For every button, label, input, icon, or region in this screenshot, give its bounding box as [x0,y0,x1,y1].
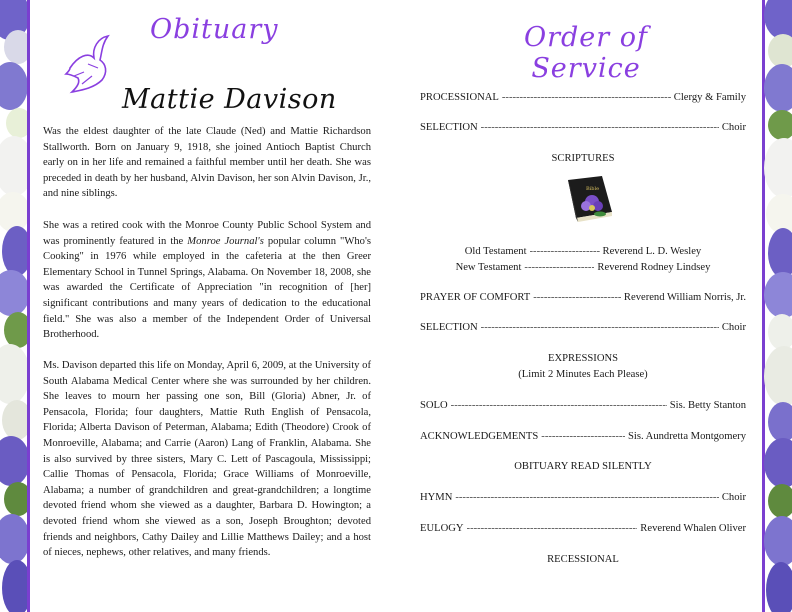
dot-leader [533,292,621,303]
order-of-service-heading: Order of Service [523,22,649,84]
selection-row-1 [420,122,746,133]
expressions-heading: EXPRESSIONS [547,353,619,364]
prayer-of-comfort-row [420,292,746,303]
dot-leader [530,246,600,257]
service-participant: Sis. Aundretta Montgomery [628,431,746,442]
acknowledgements-row [420,431,746,442]
left-floral-border [0,0,30,612]
dot-leader [481,322,719,333]
dot-leader [455,492,718,503]
right-floral-border [762,0,792,612]
left-border-line [27,0,30,612]
service-item: ACKNOWLEDGEMENTS [420,431,539,442]
expressions-note: (Limit 2 Minutes Each Please) [518,369,648,380]
scriptures-heading: SCRIPTURES [551,153,615,164]
service-participant: Reverend L. D. Wesley [602,246,702,257]
hymn-row [420,492,746,503]
dot-leader [481,122,719,133]
service-participant: Reverend Rodney Lindsey [597,262,711,273]
service-participant: Choir [721,322,746,333]
service-participant: Sis. Betty Stanton [669,400,746,411]
obituary-read-silently: OBITUARY READ SILENTLY [514,461,652,472]
bible-icon [562,174,616,224]
service-participant: Reverend Whalen Oliver [640,523,746,534]
service-item: PROCESSIONAL [420,92,499,103]
obituary-paragraph-2-text-b: popular column "Who's Cooking" in 1976 while employed in the cafeteria at the then Greer Elementary School in Tunnel Springs, Alabama. On November 18, 2008, she was awarded the Certificate of Appreciation "in recognition of [her] significant contributions and many years of dedication to the educational field." She was also a member of the Independent Order of Universal Brotherhood. [43,235,372,341]
service-item: SOLO [420,400,448,411]
recessional-heading: RECESSIONAL [547,554,619,565]
service-item: New Testament [455,262,522,273]
eulogy-row [420,523,746,534]
service-participant: Reverend William Norris, Jr. [623,292,746,303]
processional-row [420,92,746,103]
new-testament-row [420,262,746,273]
dot-leader [524,262,594,273]
newspaper-name: Monroe Journal's [187,235,264,247]
obituary-paragraph-2 [43,218,371,343]
dot-leader [502,92,671,103]
deceased-name: Mattie Davison [122,84,337,115]
dove-icon [62,34,114,96]
selection-row-2 [420,322,746,333]
svg-text:Bible: Bible [586,186,600,192]
service-participant: Clergy & Family [673,92,746,103]
service-item: SELECTION [420,322,478,333]
service-participant: Choir [721,492,746,503]
service-item: Old Testament [464,246,527,257]
solo-row [420,400,746,411]
dot-leader [467,523,638,534]
dot-leader [451,400,667,411]
service-item: HYMN [420,492,453,503]
service-item: EULOGY [420,523,464,534]
service-participant: Choir [721,122,746,133]
service-item: SELECTION [420,122,478,133]
obituary-paragraph-3: Ms. Davison departed this life on Monday, April 6, 2009, at the University of South Alabama Medical Center where she was surrounded by her children. She leaves to mourn her passing one son, Bill (Gloria) Abner, Jr. of Pensacola, Florida; four daughters, Mattie Ruth English of Pensacola, Florida; Alberta Davison of Peterman, Alabama; Edith (Theodore) Crook of Monroeville, Alabama; and Carrie (Aaron) Lang of Franklin, Alabama. She is also survived by three sisters, Mary C. Lett of Pascagoula, Mississippi; Callie Thomas of Pensacola, Florida; Grace Williams of Monroeville, Alabama; a number of grandchildren and great-grandchildren; a longtime devoted friend whom she viewed as a daughter, Barbara D. Howington; a devoted friend whom she viewed as a son, Joseph Broughton; devoted friends and neighbors, Cathy Dailey and Lillie Matthews Dailey; and a host of nieces, nephews, other relatives, and many friends. [43,360,371,559]
obituary-heading: Obituary [150,14,279,45]
dot-leader [541,431,625,442]
obituary-paragraph-1: Was the eldest daughter of the late Claude (Ned) and Mattie Richardson Stallworth. Born on January 9, 1918, she joined Antioch Baptist Church early on in her life and remained a faithful member until her death. She was preceded in death by her husband, Alvin Davison, her son Alvin Davison, Jr., and nine siblings. [43,126,371,200]
service-item: PRAYER OF COMFORT [420,292,531,303]
old-testament-row [420,246,746,257]
obituary-paragraph-2-text-a: She was a retired cook with the Monroe County Public School System and was prominently featured in the [43,220,371,247]
